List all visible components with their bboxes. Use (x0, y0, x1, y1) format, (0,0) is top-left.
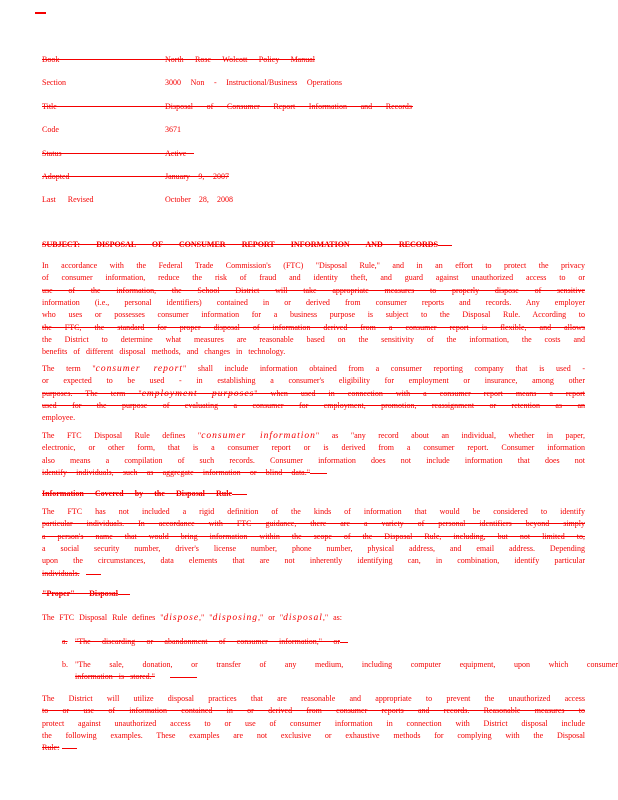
defined-term: consumer information (201, 431, 316, 441)
strikethrough-extension (86, 574, 101, 575)
text-segment: "Proper" Disposal (42, 589, 118, 598)
text-segment: The FTC has not included a rigid definition of the kinds of information that would be considered to identify (42, 507, 585, 516)
header-row (42, 78, 585, 90)
text-segment: information is stored." (75, 672, 155, 682)
field-value: 3000 Non - Instructional/Business Operations (165, 78, 342, 87)
field-label: Book (42, 55, 60, 64)
text-line (75, 671, 170, 683)
text-segment: ," " (199, 613, 213, 622)
text-line (42, 309, 585, 321)
text-segment: " when used in connection with a consumer report means a report (254, 388, 585, 398)
text-segment: The FTC Disposal Rule defines " (42, 613, 164, 622)
list-marker: b. (62, 660, 68, 669)
text-line (42, 488, 232, 500)
text-line (42, 730, 585, 742)
text-line (42, 455, 585, 467)
text-line (42, 612, 342, 624)
strikethrough-extension (62, 748, 77, 749)
text-line (42, 285, 585, 297)
text-segment: Rule: (42, 743, 60, 753)
text-line (42, 430, 585, 442)
strikethrough-extension (340, 642, 348, 643)
list-item (42, 659, 618, 684)
text-line (42, 588, 118, 600)
strikethrough-extension (310, 473, 327, 474)
field-value: Active (165, 149, 187, 158)
strikethrough-extension (438, 245, 452, 246)
text-line (42, 742, 62, 754)
text-segment: used for the purpose of evaluating a consumer for employment, promotion, reassignment or retention as an (42, 401, 585, 411)
text-segment: the FTC, the standard for proper disposal of information derived from a consumer report is flexible, and allows (42, 322, 585, 332)
header-row (42, 125, 585, 137)
text-segment: The FTC Disposal Rule defines " (42, 431, 202, 440)
header-row (42, 195, 585, 207)
text-line (42, 506, 585, 518)
text-line (75, 659, 618, 671)
text-line (42, 400, 585, 412)
paragraph (42, 693, 585, 755)
section-heading (42, 239, 585, 251)
paragraph (42, 430, 585, 479)
header-row (42, 55, 585, 67)
text-segment: of consumer information, reduce the risk of fraud and identity theft, and guard against unauthorized access to or (42, 273, 585, 283)
section-heading (42, 588, 585, 600)
strikethrough-line (42, 59, 315, 60)
text-segment: "The discarding or abandonment of consumer information," or (75, 637, 340, 646)
field-label: Code (42, 125, 59, 134)
text-line (42, 693, 585, 705)
text-line (42, 260, 585, 272)
text-line (42, 334, 585, 346)
strikethrough-line (42, 153, 194, 154)
list-marker: a. (62, 637, 68, 646)
text-line (42, 467, 310, 479)
strikethrough-line (42, 106, 413, 107)
text-line (42, 322, 585, 334)
paragraph (42, 260, 585, 359)
text-segment: who uses or possesses consumer information for a business purpose is subject to the Disposal Rule. According to (42, 310, 585, 320)
text-segment: or expected to be used - in establishing a consumer's eligibility for employment or insurance, among other (42, 376, 585, 386)
text-segment: electronic, or other form, that is a consumer report or is derived from a consumer report. Consumer information (42, 443, 585, 453)
text-segment: ," as: (322, 613, 342, 622)
text-segment: a social security number, driver's license number, phone number, physical address, and email address. Depending (42, 544, 585, 554)
header-row (42, 102, 585, 114)
field-value: North Rose Wolcott Policy Manual (165, 55, 315, 64)
field-value: January 9, 2007 (165, 172, 229, 181)
text-segment: employee. (42, 413, 76, 423)
list-item (42, 636, 618, 648)
text-line (42, 531, 585, 543)
text-segment: identify individuals, such as aggregate information or blind data." (42, 468, 310, 478)
field-label: Status (42, 149, 62, 158)
field-label: Title (42, 102, 57, 111)
text-line (42, 555, 585, 567)
text-line (42, 272, 585, 284)
text-line (42, 543, 585, 555)
text-line (42, 568, 86, 580)
text-line (42, 412, 585, 424)
text-segment: also means a compilation of such records. Consumer information does not include information that does not (42, 455, 585, 465)
text-segment: SUBJECT: DISPOSAL OF CONSUMER REPORT INFORMATION AND RECORDS (42, 240, 438, 249)
paragraph (42, 612, 585, 624)
text-line (42, 363, 585, 375)
strikethrough-extension (170, 677, 197, 678)
field-label: Adopted (42, 172, 70, 181)
header-row (42, 149, 585, 161)
text-segment: The term " (42, 364, 96, 373)
text-segment: the District to determine what measures are reasonable based on the sensitivity of the information, the costs and (42, 335, 585, 345)
field-value: Disposal of Consumer Report Information and Records (165, 102, 412, 111)
strikethrough-line (42, 176, 227, 177)
text-line (75, 636, 340, 648)
text-segment: individuals. (42, 568, 80, 578)
text-segment: " as "any record about an individual, whether in paper, (315, 431, 585, 440)
text-line (42, 346, 585, 358)
text-line (42, 442, 585, 454)
text-line (42, 718, 585, 730)
text-line (42, 239, 438, 251)
defined-term: disposal (283, 613, 323, 623)
text-segment: information (i.e., personal identifiers) contained in or derived from consumer reports and records. Any employer (42, 298, 585, 308)
stray-strike-mark (35, 12, 46, 14)
text-line (42, 705, 585, 717)
paragraph (42, 363, 585, 425)
defined-term: dispose (163, 613, 200, 623)
text-line (42, 297, 585, 309)
text-line (42, 518, 585, 530)
text-line (42, 388, 585, 400)
section-heading (42, 488, 585, 500)
field-label: Section (42, 78, 66, 87)
text-segment: use of the information, the School District will take appropriate measures to properly dispose of sensitive (42, 285, 585, 295)
strikethrough-extension (118, 594, 130, 595)
text-segment: benefits of different disposal methods, and changes in technology. (42, 347, 286, 357)
text-segment: the following examples. These examples are not exclusive or exhaustive methods for complying with the Disposal (42, 731, 585, 741)
text-segment: upon the circumstances, data elements that are not inherently identifying can, in combination, identify particular (42, 556, 585, 566)
text-segment: In accordance with the Federal Trade Commission's (FTC) "Disposal Rule," and in an effort to protect the privacy (42, 261, 585, 270)
text-segment: to or use of information contained in or derived from consumer reports and records. Reasonable measures to (42, 706, 585, 716)
field-value: 3671 (165, 125, 181, 134)
header-row (42, 172, 585, 184)
text-segment: "The sale, donation, or transfer of any medium, including computer equipment, upon which consumer (75, 660, 618, 669)
defined-term: employment purposes (141, 388, 255, 399)
field-value: October 28, 2008 (165, 195, 233, 204)
text-segment: " shall include information obtained from a consumer reporting company that is used - (183, 364, 586, 373)
text-segment: a person's name that would bring information within the scope of the Disposal Rule, including, but not limited to, (42, 531, 585, 541)
text-segment: purposes. The term " (42, 388, 142, 398)
text-segment: Information Covered by the Disposal Rule (42, 489, 232, 498)
text-segment: particular individuals. In accordance with FTC guidance, there are a variety of personal identifiers beyond simply (42, 519, 585, 529)
strikethrough-extension (232, 494, 247, 495)
paragraph (42, 506, 585, 580)
defined-term: consumer report (95, 364, 183, 374)
text-line (42, 375, 585, 387)
defined-term: disposing (212, 613, 258, 623)
text-segment: The District will utilize disposal practices that are reasonable and appropriate to prevent the unauthorized access (42, 694, 585, 703)
field-label: Last Revised (42, 195, 94, 204)
text-segment: protect against unauthorized access to or use of consumer information in connection with District disposal include (42, 718, 585, 728)
text-segment: ," or " (258, 613, 284, 622)
